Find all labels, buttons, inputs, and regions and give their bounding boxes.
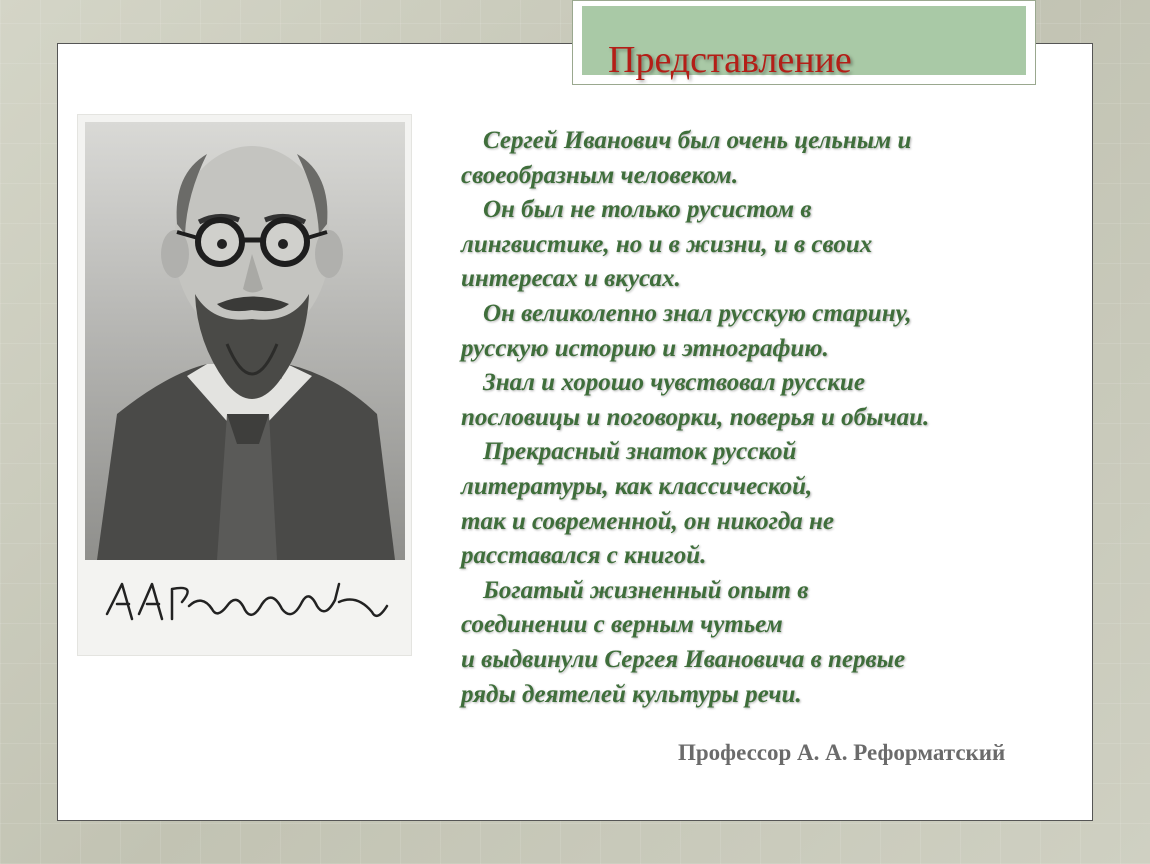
bio-line: Знал и хорошо чувствовал русские (483, 369, 865, 397)
bio-line: и выдвинули Сергея Ивановича в первые (461, 645, 906, 673)
bio-line: литературы, как классической, (461, 472, 813, 500)
attribution-caption: Профессор А. А. Реформатский (678, 740, 1006, 765)
bio-line: пословицы и поговорки, поверья и обычаи. (461, 403, 930, 431)
bio-line: интересах и вкусах. (461, 265, 681, 293)
bio-line: своеобразным человеком. (461, 161, 739, 189)
portrait-photo (77, 114, 412, 656)
bio-line: соединении с верным чутьем (461, 611, 783, 639)
bio-line: Сергей Иванович был очень цельным и (483, 127, 912, 154)
bio-line: лингвистике, но и в жизни, и в своих (461, 230, 873, 258)
title-band (582, 6, 1026, 81)
bio-line: Он был не только русистом в (483, 196, 812, 224)
bio-line: так и современной, он никогда не (461, 507, 835, 535)
bio-line: Прекрасный знаток русской (483, 438, 797, 466)
bio-line: ряды деятелей культуры речи. (461, 680, 802, 708)
bio-line: Он великолепно знал русскую старину, (483, 299, 912, 327)
portrait-illustration (77, 114, 412, 656)
title-tab (572, 0, 1036, 85)
bio-line: Богатый жизненный опыт в (483, 576, 809, 604)
biography-text (461, 124, 1081, 712)
bio-line: русскую историю и этнографию. (461, 334, 829, 362)
bio-line: расставался с книгой. (461, 542, 707, 570)
slide-title: Представление (608, 39, 852, 81)
